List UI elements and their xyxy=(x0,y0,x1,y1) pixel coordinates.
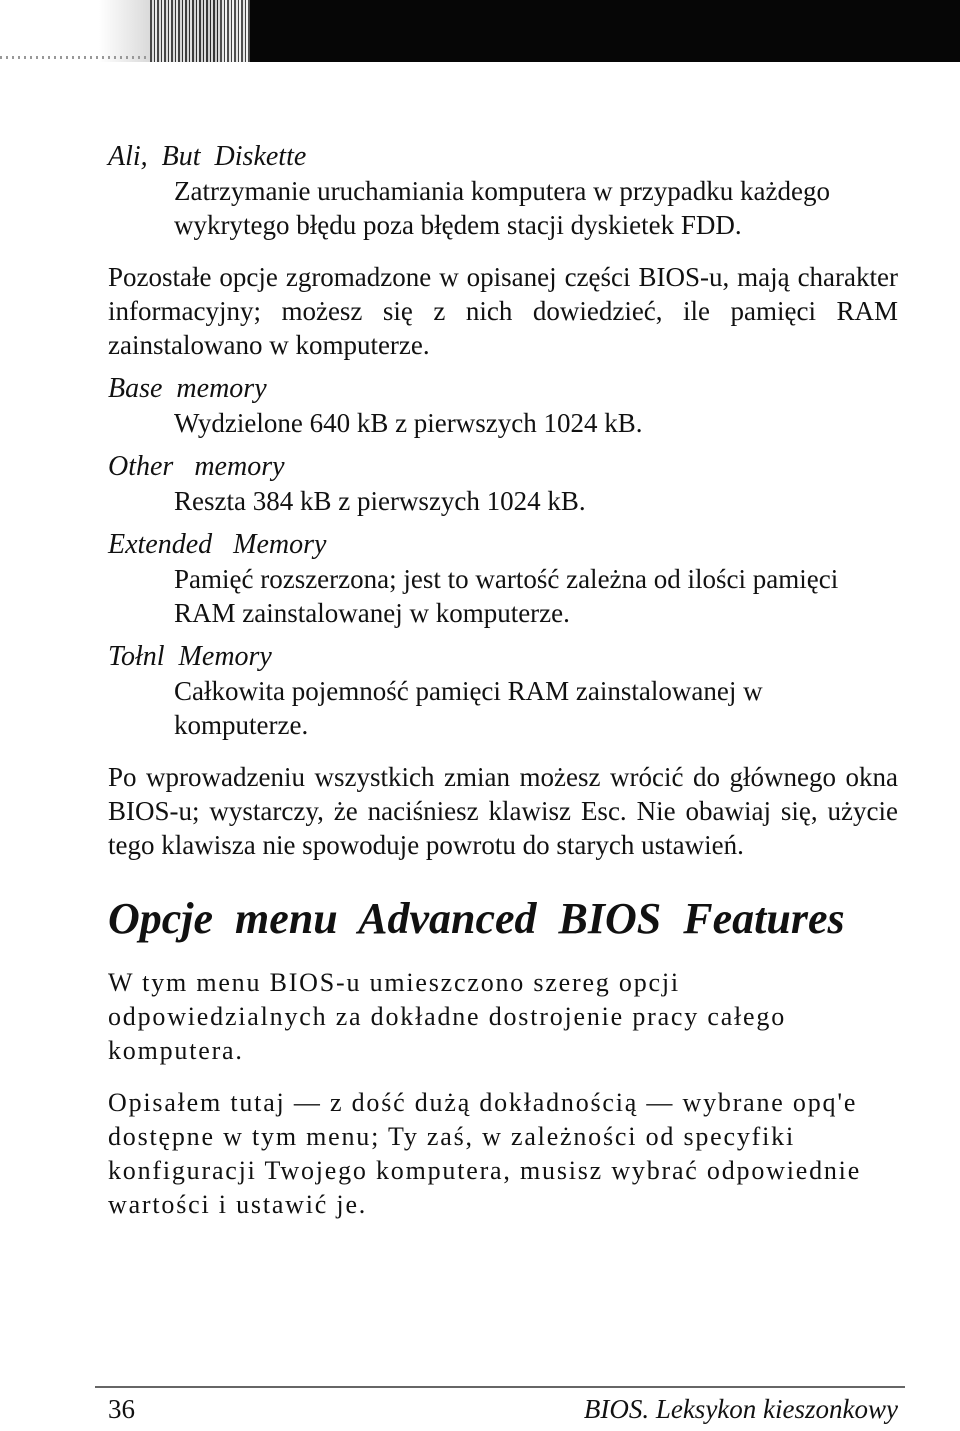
page-body xyxy=(108,140,898,1232)
header-noise xyxy=(150,0,250,62)
paragraph-text: Pozostałe opcje zgromadzone w opisanej części BIOS-u, mają charakter informacyjny; możesz się z nich dowiedzieć, ile pamięci RAM zainstalowano w komputerze. xyxy=(108,262,898,360)
term-definition: Reszta 384 kB z pierwszych 1024 kB. xyxy=(174,486,586,516)
memory-entry-other xyxy=(108,450,898,518)
running-title: BIOS. Leksykon kieszonkowy xyxy=(583,1394,898,1424)
term-label: Tołnl Memory xyxy=(108,641,272,672)
scan-header-band xyxy=(0,0,960,62)
paragraph-menu-options xyxy=(108,1086,898,1222)
paragraph-text: Opisałem tutaj — z dość dużą dokładnością — wybrane opq'e dostępne w tym menu; Ty zaś, w zależności od specyfiki konfiguracji Twojego komputera, musisz wybrać odpowiednie wartości i ustawić je. xyxy=(108,1088,862,1219)
paragraph-menu-intro xyxy=(108,966,898,1068)
memory-entry-extended xyxy=(108,528,898,630)
page-number: 36 xyxy=(108,1394,135,1424)
header-dotted-line xyxy=(0,56,150,59)
term-entry-halt xyxy=(108,140,898,242)
memory-entry-base xyxy=(108,372,898,440)
term-label: Extended Memory xyxy=(108,529,327,560)
paragraph-text: Po wprowadzeniu wszystkich zmian możesz wrócić do głównego okna BIOS-u; wystarczy, że naciśniesz klawisz Esc. Nie obawiaj się, użycie tego klawisza nie spowoduje powrotu do starych ustawień. xyxy=(108,762,898,860)
term-definition: Pamięć rozszerzona; jest to wartość zależna od ilości pamięci RAM zainstalowanej w komputerze. xyxy=(174,564,839,628)
term-definition: Zatrzymanie uruchamiania komputera w przypadku każdego wykrytego błędu poza błędem stacji dyskietek FDD. xyxy=(174,176,830,240)
paragraph-info xyxy=(108,260,898,362)
term-label: Base memory xyxy=(108,373,267,404)
paragraph-exit xyxy=(108,760,898,862)
term-definition: Wydzielone 640 kB z pierwszych 1024 kB. xyxy=(174,408,643,438)
term-label: Ali, But Diskette xyxy=(108,141,307,172)
paragraph-text: W tym menu BIOS-u umieszczono szereg opcji odpowiedzialnych za dokładne dostrojenie pracy całego komputera. xyxy=(108,968,786,1065)
memory-entry-total xyxy=(108,640,898,742)
term-label: Other memory xyxy=(108,451,285,482)
header-solid-bar xyxy=(250,0,960,62)
section-heading: Opcje menu Advanced BIOS Features xyxy=(108,894,845,943)
footer-rule xyxy=(95,1386,905,1388)
term-definition: Całkowita pojemność pamięci RAM zainstalowanej w komputerze. xyxy=(174,676,763,740)
